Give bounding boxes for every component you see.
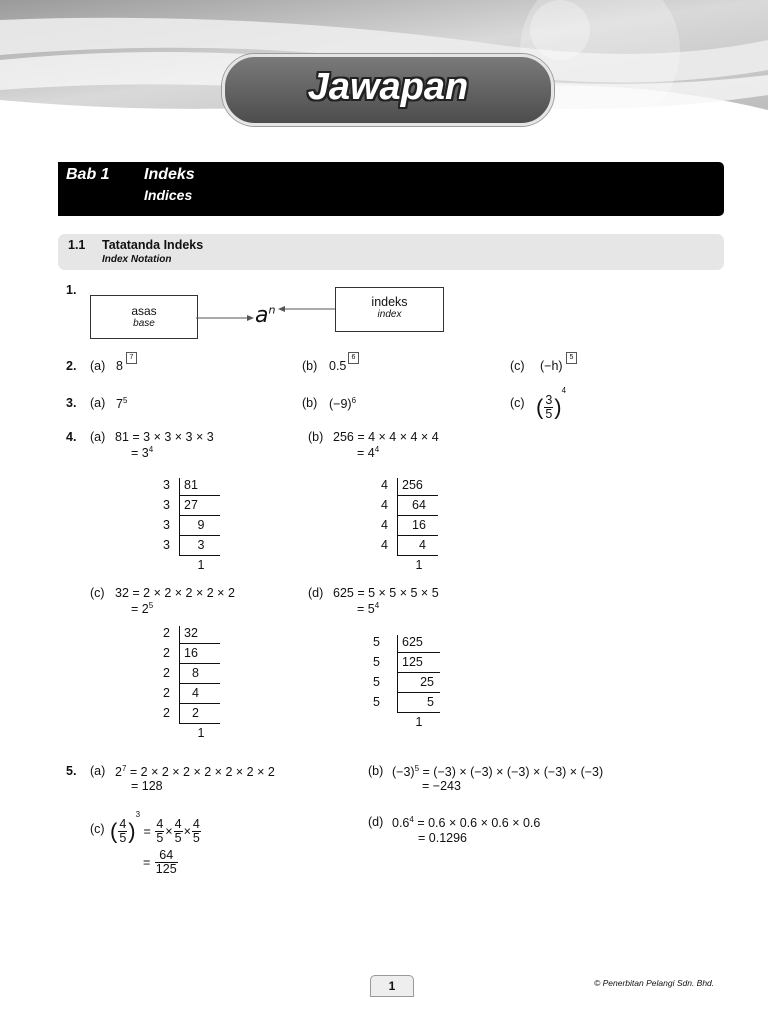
working-line: = $2^5$: [131, 601, 154, 617]
working-line: = −243: [422, 779, 461, 793]
page-number: 1: [370, 975, 414, 997]
working-line: 625 = 5 × 5 × 5 × 5: [333, 586, 439, 600]
chapter-title-ms: Indeks: [144, 166, 195, 183]
part-label: (a): [90, 764, 106, 778]
part-label: (b): [308, 430, 324, 444]
copyright: © Penerbitan Pelangi Sdn. Bhd.: [594, 978, 715, 988]
index-label-ms: indeks: [371, 295, 408, 309]
answer-power: $7^5$: [116, 396, 128, 412]
answer-box: 5: [566, 352, 577, 364]
part-label: (c): [510, 396, 525, 410]
chapter-title-en: Indices: [144, 187, 193, 203]
working-line: 32 = 2 × 2 × 2 × 2 × 2: [115, 586, 235, 600]
part-label: (a): [90, 359, 106, 373]
answer-box: 7: [126, 352, 137, 364]
working-line: = $\frac{64}{125}$: [143, 848, 177, 876]
question-number: 1.: [66, 283, 77, 297]
working-line: = $3^4$: [131, 445, 154, 461]
answer-power: $(-9)^6$: [329, 396, 357, 412]
working-line: = $4^4$: [357, 445, 380, 461]
answer-box: 6: [348, 352, 359, 364]
question-number: 5.: [66, 764, 77, 778]
working-line: $0.6^4 = 0.6 \times 0.6 \times 0.6 \times 0.6$: [392, 815, 541, 831]
index-label-en: index: [377, 309, 402, 320]
working-line: $(-3)^5 = (-3) \times (-3) \times (-3) \times (-3) \times (-3)$: [392, 764, 604, 780]
part-label: (b): [368, 764, 384, 778]
part-label: (c): [510, 359, 525, 373]
working-line: $2^7 = 2 \times 2 \times 2 \times 2 \times 2 \times 2 \times 2$: [115, 764, 275, 780]
part-label: (c): [90, 586, 105, 600]
part-label: (c): [90, 822, 105, 836]
section-title-en: Index Notation: [102, 254, 172, 265]
part-label: (d): [308, 586, 324, 600]
part-label: (b): [302, 359, 318, 373]
answer-base: 0.5: [329, 359, 347, 373]
index-box: [335, 287, 444, 332]
working-line: = 128: [131, 779, 163, 793]
part-label: (a): [90, 430, 106, 444]
question-number: 3.: [66, 396, 77, 410]
working-line: = 0.1296: [418, 831, 468, 845]
base-label-ms: asas: [131, 304, 157, 318]
working-line: ( $\frac{4}{5}$ )$^3$ = $\frac{4}{5}$ × $\frac{4}{5}$ × $\frac{4}{5}$: [110, 810, 200, 846]
answer-base: (−h): [540, 359, 563, 373]
base-box: [90, 295, 198, 339]
answer-fraction-power: ( $\frac{3}{5}$ )$^4$: [536, 386, 567, 422]
working-line: 256 = 4 × 4 × 4 × 4: [333, 430, 439, 444]
working-line: 81 = 3 × 3 × 3 × 3: [115, 430, 214, 444]
page-title: Jawapan: [307, 66, 469, 108]
chapter-label: Bab 1: [66, 166, 110, 183]
expression-a-n: $a^n$: [255, 303, 276, 328]
part-label: (b): [302, 396, 318, 410]
part-label: (a): [90, 396, 106, 410]
working-line: = $5^4$: [357, 601, 380, 617]
answer-base: 8: [116, 359, 123, 373]
section-number: 1.1: [68, 238, 86, 252]
section-title-ms: Tatatanda Indeks: [102, 238, 204, 252]
base-label-en: base: [133, 318, 155, 329]
part-label: (d): [368, 815, 384, 829]
question-number: 4.: [66, 430, 77, 444]
question-number: 2.: [66, 359, 77, 373]
